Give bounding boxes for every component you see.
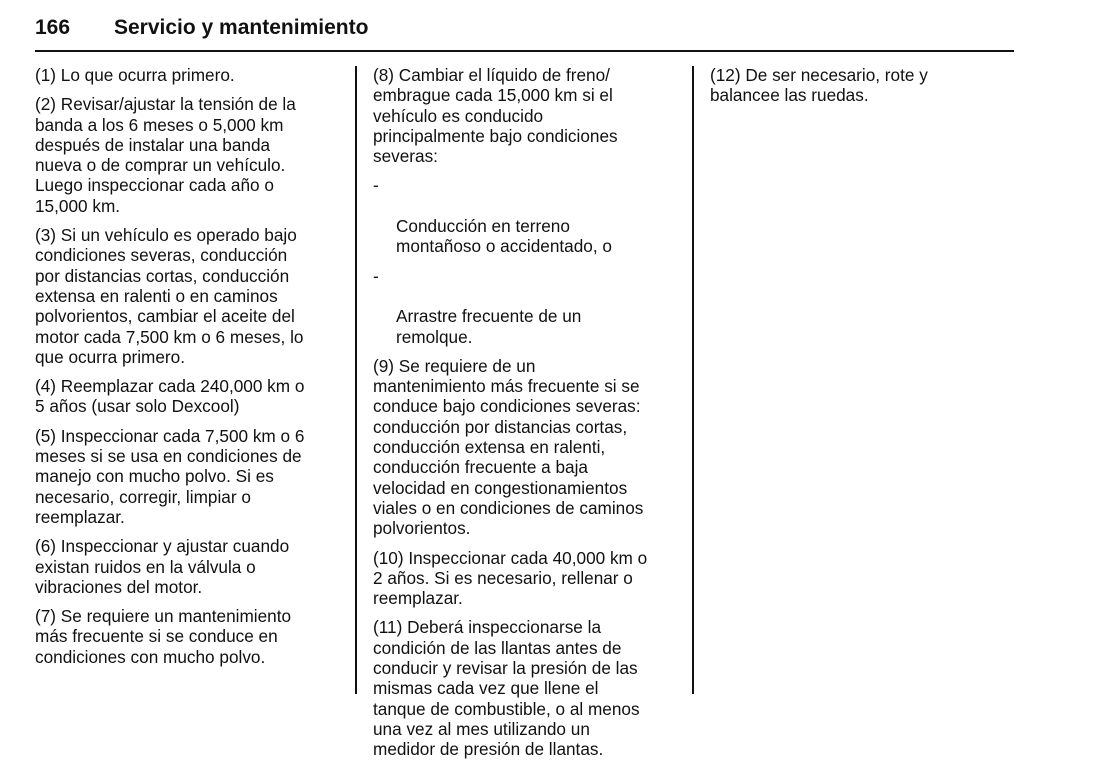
footnote-12: (12) De ser necesario, rote y balancee las ruedas. (710, 65, 928, 106)
footnote-6: (6) Inspeccionar y ajustar cuando existan ruidos en la válvula o vibraciones del motor. (35, 536, 290, 597)
bullet-dash: - (373, 265, 379, 286)
list-item (373, 266, 683, 347)
footnote-1: (1) Lo que ocurra primero. (35, 65, 235, 85)
notes-column-3 (710, 65, 1010, 115)
footnote-8: (8) Cambiar el líquido de freno/ embrague cada 15,000 km si el vehículo es conducido principalmente bajo condiciones severas: (373, 65, 618, 167)
footnote-3: (3) Si un vehículo es operado bajo condiciones severas, conducción por distancias cortas, conducción extensa en ralenti o en caminos polvorientos, cambiar el aceite del motor cada 7,500 km o 6 meses, lo que ocurra primero. (35, 225, 304, 367)
list-item-text: Arrastre frecuente de un remolque. (396, 306, 582, 347)
notes-column-1 (35, 65, 345, 676)
footnote-7: (7) Se requiere un mantenimiento más frecuente si se conduce en condiciones con mucho polvo. (35, 606, 292, 667)
page-number: 166 (35, 16, 71, 39)
column-divider (355, 66, 357, 694)
notes-column-2 (373, 65, 683, 769)
footnote-11: (11) Deberá inspeccionarse la condición de las llantas antes de conducir y revisar la presión de las mismas cada vez que llene el tanque de combustible, o al menos una vez al mes utilizando un medidor de presión de llantas. (373, 617, 640, 760)
page-header (35, 14, 1014, 52)
list-item-text: Conducción en terreno montañoso o accidentado, o (396, 216, 612, 257)
bullet-dash: - (373, 175, 379, 196)
footnote-10: (10) Inspeccionar cada 40,000 km o 2 años. Si es necesario, rellenar o reemplazar. (373, 547, 648, 609)
list-item (373, 175, 683, 256)
section-title: Servicio y mantenimiento (114, 16, 369, 39)
footnote-9: (9) Se requiere de un mantenimiento más frecuente si se conduce bajo condiciones severas: conducción por distancias cortas, conducción extensa en ralenti, conducción frecuente a baja velocidad en congestionamientos viales o en condiciones de caminos polvorientos. (373, 355, 644, 539)
footnote-4: (4) Reemplazar cada 240,000 km o 5 años (usar solo Dexcool) (35, 376, 305, 417)
footnote-2: (2) Revisar/ajustar la tensión de la banda a los 6 meses o 5,000 km después de instalar una banda nueva o de comprar un vehículo. Luego inspeccionar cada año o 15,000 km. (35, 94, 296, 216)
column-divider (692, 66, 694, 694)
footnote-5: (5) Inspeccionar cada 7,500 km o 6 meses si se usa en condiciones de manejo con mucho polvo. Si es necesario, corregir, limpiar o reemplazar. (35, 425, 305, 527)
